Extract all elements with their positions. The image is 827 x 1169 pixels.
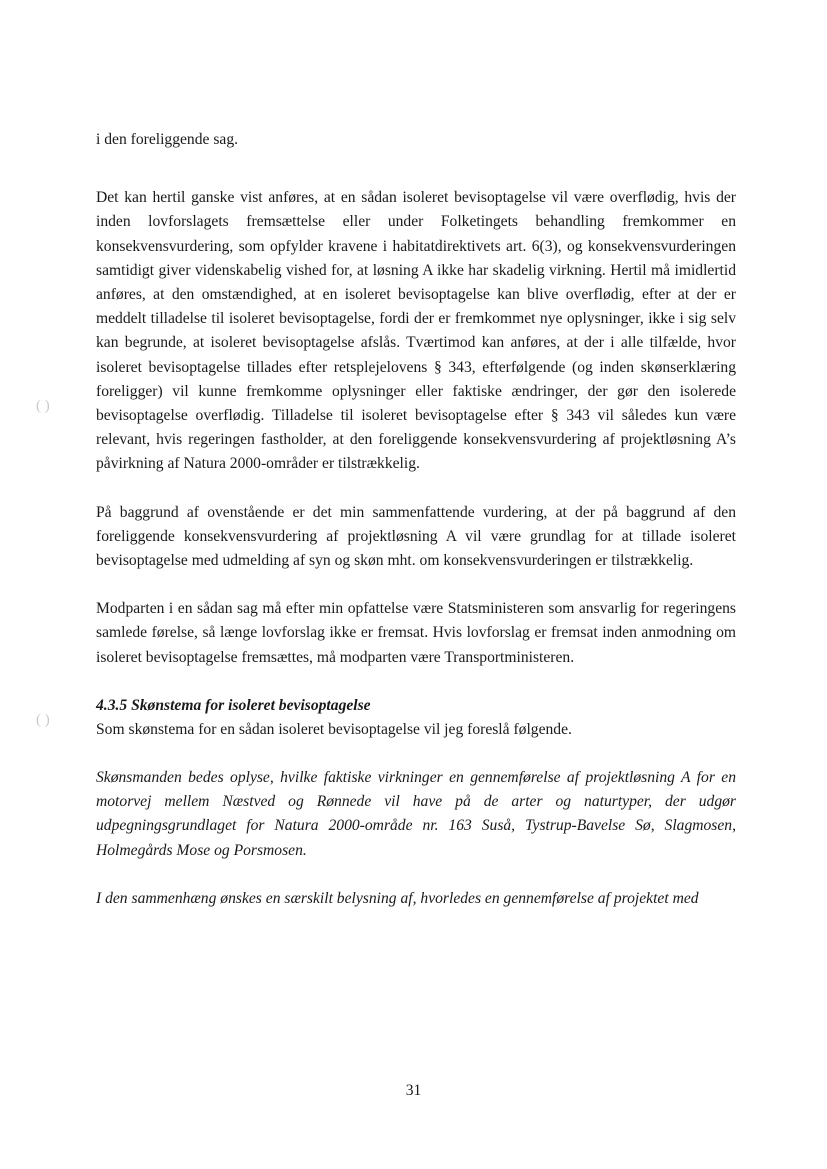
paragraph-modparten: Modparten i en sådan sag må efter min opfattelse være Statsministeren som ansvarlig for regeringens samlede førelse, så længe lovforslag ikke er fremsat. Hvis lovforslag er fremsat inden anmodning om isoleret bevisoptagelse fremsættes, må modparten være Transportministeren. (96, 600, 736, 666)
punch-hole-mark: ( ) (36, 712, 50, 728)
paragraph-continuation: i den foreliggende sag. (96, 131, 239, 148)
section-heading: 4.3.5 Skønstema for isoleret bevisoptagelse (96, 696, 371, 714)
punch-hole-mark: ( ) (36, 398, 50, 414)
paragraph-saerskilt-belysning: I den sammenhæng ønskes en særskilt belysning af, hvorledes en gennemførelse af projektet med (96, 889, 699, 907)
page-number: 31 (405, 1082, 422, 1099)
document-body (96, 128, 736, 911)
paragraph-overflodig: Det kan hertil ganske vist anføres, at en sådan isoleret bevisoptagelse vil være overflødig, hvis der inden lovforslagets fremsættelse eller under Folketingets behandling fremkommer en konsekvensvurdering, som opfylder kravene i habitatdirektivets art. 6(3), og konsekvensvurderingen samtidigt giver videnskabelig vished for, at løsning A ikke har skadelig virkning. Hertil må imidlertid anføres, at den omstændighed, at en isoleret bevisoptagelse kan blive overflødig, efter at der er meddelt tilladelse til isoleret bevisoptagelse, fordi der er fremkommet nye oplysninger, ikke i sig selv kan begrunde, at isoleret bevisoptagelse afslås. Tværtimod kan anføres, at der i alle tilfælde, hvor isoleret bevisoptagelse tillades efter retsplejelovens § 343, efterfølgende (og inden skønserklæring foreligger) vil kunne fremkomme oplysninger eller faktiske ændringer, der gør den isolerede bevisoptagelse overflødig. Tilladelse til isoleret bevisoptagelse efter § 343 vil således kun være relevant, hvis regeringen fastholder, at den foreliggende konsekvensvurdering af projektløsning A’s påvirkning af Natura 2000-områder er tilstrækkelig. (96, 189, 736, 473)
section-intro: Som skønstema for en sådan isoleret bevisoptagelse vil jeg foreslå følgende. (96, 720, 572, 738)
paragraph-skonstema: Skønsmanden bedes oplyse, hvilke faktiske virkninger en gennemførelse af projektløsning A for en motorvej mellem Næstved og Rønnede vil have på de arter og naturtyper, der udgør udpegningsgrundlaget for Natura 2000-område nr. 163 Suså, Tystrup-Bavelse Sø, Slagmosen, Holmegårds Mose og Porsmosen. (96, 769, 736, 859)
paragraph-sammenfattende-vurdering: På baggrund af ovenstående er det min sammenfattende vurdering, at der på baggrund af den foreliggende konsekvensvurdering af projektløsning A vil være grundlag for at tillade isoleret bevisoptagelse med udmelding af syn og skøn mht. om konsekvensvurderingen er tilstrækkelig. (96, 503, 736, 570)
